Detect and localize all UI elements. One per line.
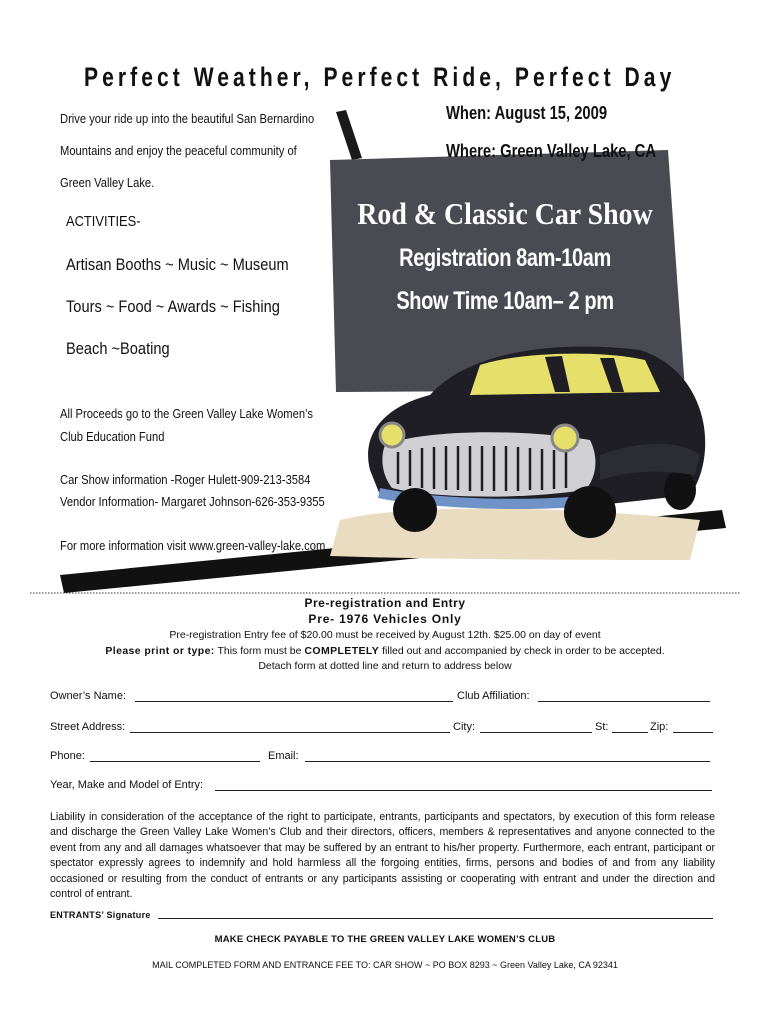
vendor-contact: Vendor Information- Margaret Johnson-626-353-9355 (60, 494, 325, 509)
event-location: Where: Green Valley Lake, CA (446, 141, 657, 161)
show-title: Rod & Classic Car Show (357, 196, 653, 231)
form-heading-1: Pre-registration and Entry (304, 596, 466, 610)
proceeds-line-1: All Proceeds go to the Green Valley Lake Women’s (60, 406, 313, 421)
activities-line-3: Beach ~Boating (66, 339, 170, 358)
sign-pole (336, 110, 362, 160)
signature-label: ENTRANTS’ Signature (50, 910, 151, 920)
city-field[interactable] (480, 732, 592, 733)
phone-label: Phone: (50, 750, 85, 762)
print-text-b: filled out and accompanied by check in order to be accepted. (379, 645, 665, 657)
vehicle-label: Year, Make and Model of Entry: (50, 779, 204, 791)
activities-line-1: Artisan Booths ~ Music ~ Museum (66, 255, 289, 274)
street-address-label: Street Address: (50, 721, 126, 733)
print-completely: COMPLETELY (304, 645, 380, 657)
owners-name-label: Owner’s Name: (50, 690, 127, 702)
intro-line-2: Mountains and enjoy the peaceful community of (60, 143, 297, 158)
headline: Perfect Weather, Perfect Ride, Perfect Day (84, 62, 676, 92)
intro-line-3: Green Valley Lake. (60, 175, 155, 190)
club-affiliation-label: Club Affiliation: (457, 690, 530, 702)
activities-line-2: Tours ~ Food ~ Awards ~ Fishing (66, 297, 280, 316)
email-field[interactable] (305, 761, 710, 762)
st-label: St: (595, 721, 609, 733)
vehicle-field[interactable] (215, 790, 712, 791)
proceeds-line-2: Club Education Fund (60, 429, 165, 444)
road-shadow (330, 508, 700, 560)
liability-release-text: Liability in consideration of the acceptance of the right to participate, entrants, participants and spectators, by execution of this form release and discharge the Green Valley Lake Women’s Club and their directors, officers, members & representatives and anyone connected to the event from any and all damages whatsoever that may be suffered by an entrant to his/her property. Furthermore, each entrant, participant or spectator expressly agrees to indemnify and hold harmless all the forgoing entities, firms, persons and bodies of and from any liability occasioned or resulting from the conduct of entrants or any participants assisting or cooperating with entrant and under the direction and control of entrant. (50, 811, 715, 901)
zip-field[interactable] (673, 732, 713, 733)
event-date: When: August 15, 2009 (446, 103, 608, 123)
owners-name-field[interactable] (135, 701, 453, 702)
mail-text: MAIL COMPLETED FORM AND ENTRANCE FEE TO: CAR SHOW ~ PO BOX 8293 ~ Green Valley Lake, CA 92341 (152, 960, 618, 970)
city-label: City: (453, 721, 475, 733)
st-field[interactable] (612, 732, 648, 733)
show-time: Show Time 10am– 2 pm (396, 287, 614, 315)
email-label: Email: (268, 750, 299, 762)
detach-text: Detach form at dotted line and return to address below (258, 660, 512, 672)
event-panel-text (330, 190, 680, 316)
fee-text: Pre-registration Entry fee of $20.00 must be received by August 12th. $25.00 on day of event (169, 629, 601, 641)
print-text-a: This form must be (214, 645, 305, 657)
club-affiliation-field[interactable] (538, 701, 710, 702)
activities-heading: ACTIVITIES- (66, 213, 141, 230)
zip-label: Zip: (650, 721, 669, 733)
print-label: Please print or type: (105, 645, 215, 657)
payable-text: MAKE CHECK PAYABLE TO THE GREEN VALLEY LAKE WOMEN’S CLUB (214, 934, 556, 945)
print-instructions (0, 645, 770, 657)
form-heading-2: Pre- 1976 Vehicles Only (308, 612, 462, 626)
phone-field[interactable] (90, 761, 260, 762)
car-show-contact: Car Show information -Roger Hulett-909-213-3584 (60, 472, 311, 487)
registration-time: Registration 8am-10am (399, 244, 611, 272)
more-info-link: For more information visit www.green-valley-lake.com (60, 538, 326, 553)
signature-field[interactable] (158, 918, 713, 919)
intro-line-1: Drive your ride up into the beautiful San Bernardino (60, 111, 315, 126)
street-address-field[interactable] (130, 732, 450, 733)
